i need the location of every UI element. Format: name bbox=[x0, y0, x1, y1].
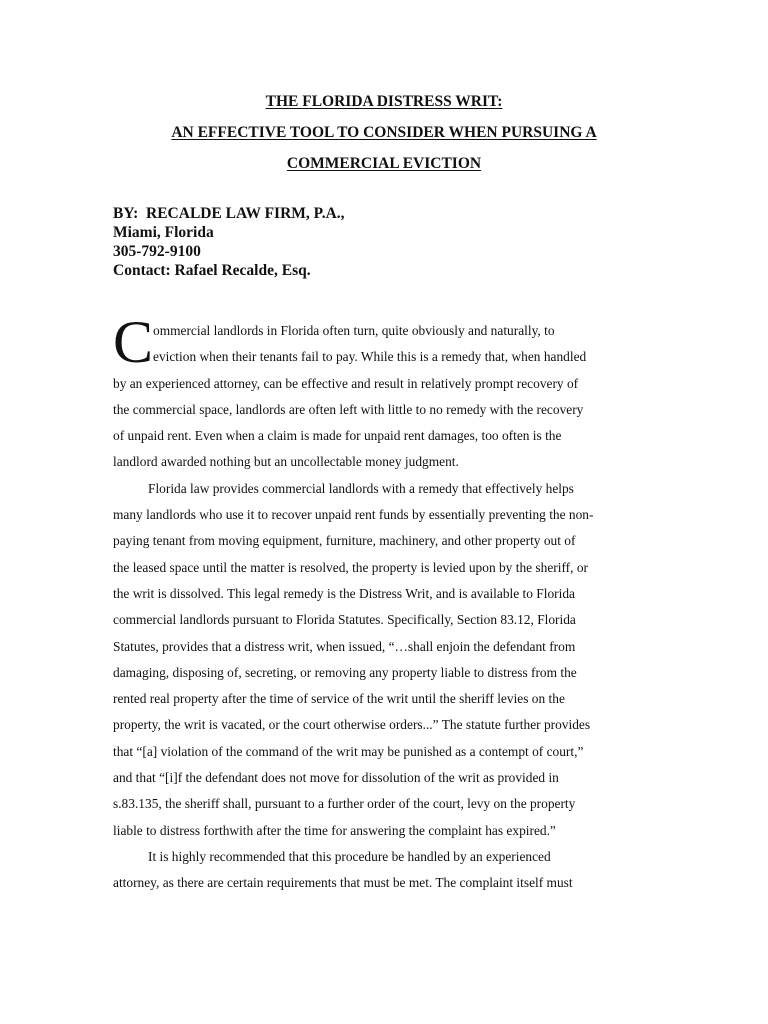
paragraph-2-line: commercial landlords pursuant to Florida Statutes. Specifically, Section 83.12, Florida bbox=[113, 612, 576, 628]
title-line-3: COMMERCIAL EVICTION bbox=[286, 155, 482, 172]
paragraph-1-line: eviction when their tenants fail to pay. While this is a remedy that, when handled bbox=[153, 349, 587, 365]
firm-name: BY: RECALDE LAW FIRM, P.A., bbox=[113, 205, 345, 222]
paragraph-1-line: landlord awarded nothing but an uncollectable money judgment. bbox=[113, 454, 459, 470]
paragraph-3-line: attorney, as there are certain requirements that must be met. The complaint itself must bbox=[113, 875, 573, 891]
drop-cap: C bbox=[113, 309, 154, 375]
paragraph-1-line: the commercial space, landlords are often left with little to no remedy with the recovery bbox=[113, 401, 584, 417]
paragraph-2-line: paying tenant from moving equipment, furniture, machinery, and other property out of bbox=[113, 533, 576, 549]
paragraph-2-line: Statutes, provides that a distress writ, when issued, “…shall enjoin the defendant from bbox=[113, 638, 576, 654]
title-line-2: AN EFFECTIVE TOOL TO CONSIDER WHEN PURSUING A bbox=[171, 124, 597, 141]
title-line-1: THE FLORIDA DISTRESS WRIT: bbox=[265, 93, 503, 110]
paragraph-2-line: s.83.135, the sheriff shall, pursuant to a further order of the court, levy on the property bbox=[113, 796, 576, 812]
paragraph-1-line: by an experienced attorney, can be effective and result in relatively prompt recovery of bbox=[113, 375, 579, 391]
firm-contact: Contact: Rafael Recalde, Esq. bbox=[113, 262, 311, 279]
firm-location: Miami, Florida bbox=[113, 224, 214, 241]
author-block bbox=[113, 204, 345, 280]
paragraph-2-line: rented real property after the time of service of the writ until the sheriff levies on the bbox=[113, 691, 565, 707]
paragraph-2-line: many landlords who use it to recover unpaid rent funds by essentially preventing the non- bbox=[113, 507, 594, 523]
paragraph-1-line: ommercial landlords in Florida often turn, quite obviously and naturally, to bbox=[153, 323, 555, 338]
paragraph-2-line: that “[a] violation of the command of the writ may be punished as a contempt of court,” bbox=[113, 743, 584, 759]
paragraph-2-line: property, the writ is vacated, or the court otherwise orders...” The statute further provides bbox=[113, 717, 591, 733]
paragraph-2-line: the writ is dissolved. This legal remedy is the Distress Writ, and is available to Florida bbox=[113, 585, 575, 601]
body-text bbox=[113, 318, 658, 897]
paragraph-1-line: of unpaid rent. Even when a claim is made for unpaid rent damages, too often is the bbox=[113, 428, 562, 444]
paragraph-3-line: It is highly recommended that this procedure be handled by an experienced bbox=[148, 848, 551, 864]
paragraph-2-line: the leased space until the matter is resolved, the property is levied upon by the sheriff, or bbox=[113, 559, 588, 575]
paragraph-2-line: Florida law provides commercial landlords with a remedy that effectively helps bbox=[148, 480, 574, 496]
document-title bbox=[0, 86, 768, 179]
paragraph-2-line: liable to distress forthwith after the time for answering the complaint has expired.” bbox=[113, 822, 556, 838]
paragraph-2-line: damaging, disposing of, secreting, or removing any property liable to distress from the bbox=[113, 664, 577, 680]
paragraph-2-line: and that “[i]f the defendant does not move for dissolution of the writ as provided in bbox=[113, 770, 559, 786]
firm-phone: 305-792-9100 bbox=[113, 243, 201, 260]
